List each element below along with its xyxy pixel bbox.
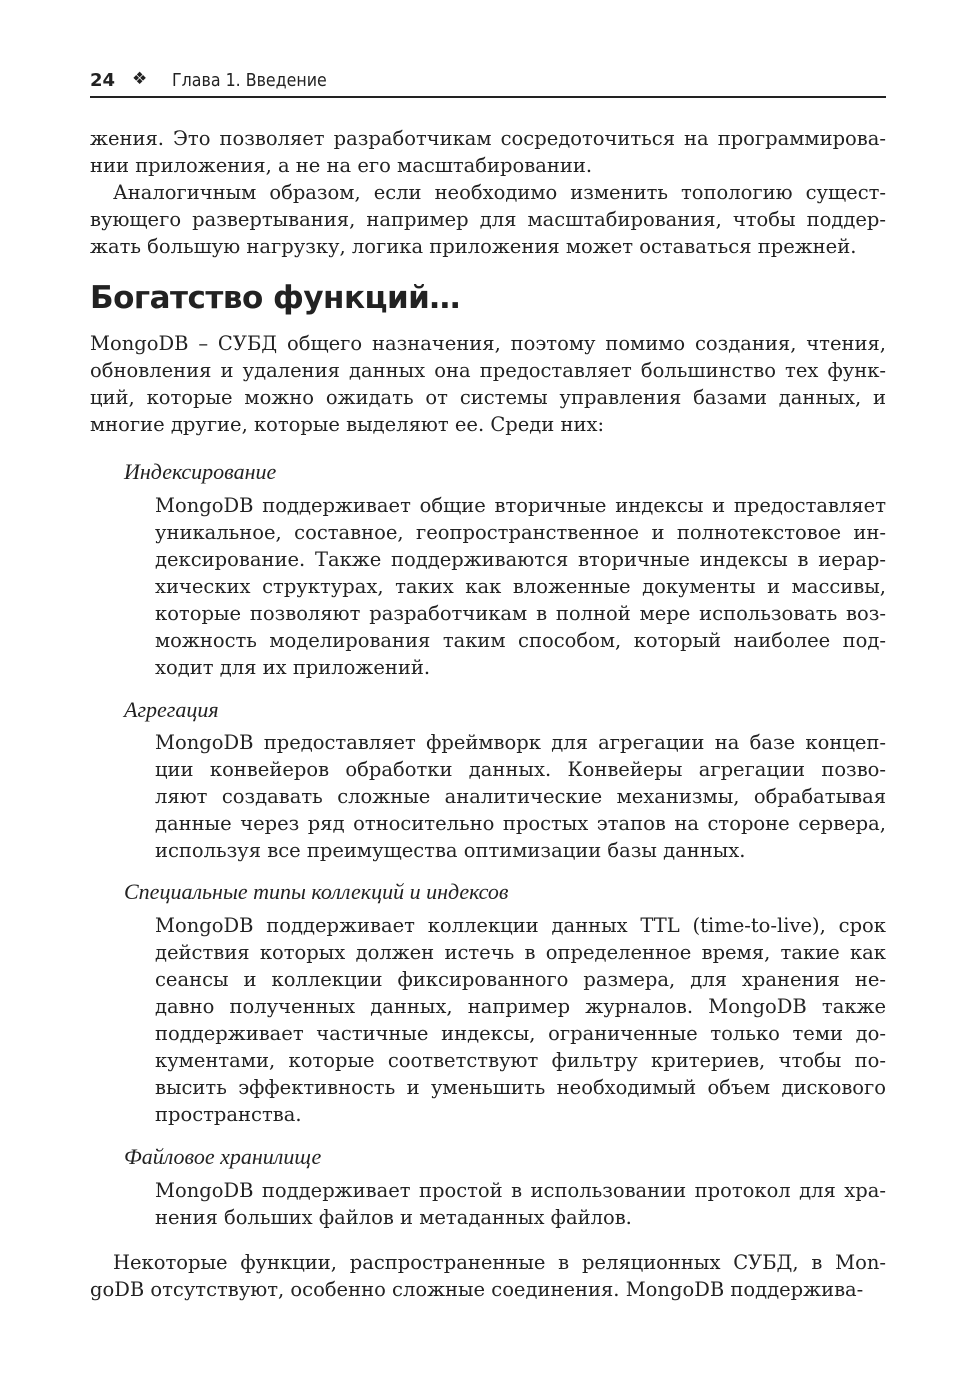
text-line: жения. Это позволяет разработчикам сосредоточиться на программирова- — [90, 127, 886, 150]
text-line: MongoDB поддерживает простой в использовании протокол для хра- — [155, 1179, 886, 1202]
text-line: высить эффективность и уменьшить необходимый объем дискового — [155, 1076, 886, 1099]
header-rule — [90, 96, 886, 98]
text-line: хических структурах, таких как вложенные документы и массивы, — [155, 575, 886, 598]
page-number: 24 — [90, 70, 116, 91]
text-line: данные через ряд относительно простых этапов на стороне сервера, — [155, 812, 886, 835]
text-line: дексирование. Также поддерживаются вторичные индексы в иерар- — [155, 548, 886, 571]
text-line: ции конвейеров обработки данных. Конвейеры агрегации позво- — [155, 758, 886, 781]
text-line: действия которых должен истечь в определенное время, такие как — [155, 941, 886, 964]
text-line: MongoDB поддерживает общие вторичные индексы и предоставляет — [155, 494, 886, 517]
text-line: ходит для их приложений. — [155, 656, 431, 679]
section-heading: Богатство функций… — [90, 280, 460, 316]
running-header — [90, 70, 886, 96]
text-line: goDB отсутствуют, особенно сложные соединения. MongoDB поддержива- — [90, 1278, 864, 1301]
text-line: можность моделирования таким способом, который наиболее под- — [155, 629, 886, 652]
text-line: вующего развертывания, например для масштабирования, чтобы поддер- — [90, 208, 886, 231]
text-line: ций, которые можно ожидать от системы управления базами данных, и — [90, 386, 886, 409]
text-line: жать большую нагрузку, логика приложения может оставаться прежней. — [90, 235, 857, 258]
text-line: MongoDB поддерживает коллекции данных TTL (time-to-live), срок — [155, 914, 886, 937]
text-line: пространства. — [155, 1103, 302, 1126]
text-line: используя все преимущества оптимизации базы данных. — [155, 839, 746, 862]
text-line: MongoDB предоставляет фреймворк для агрегации на базе концеп- — [155, 731, 886, 754]
text-line: кументами, которые соответствуют фильтру критериев, чтобы по- — [155, 1049, 886, 1072]
text-line: давно полученных данных, например журналов. MongoDB также — [155, 995, 886, 1018]
text-line: Аналогичным образом, если необходимо изменить топологию сущест- — [113, 181, 886, 204]
definition-term: Индексирование — [124, 459, 277, 484]
definition-term: Файловое хранилище — [124, 1144, 322, 1169]
text-line: многие другие, которые выделяют ее. Среди них: — [90, 413, 605, 436]
text-line: нии приложения, а не на его масштабировании. — [90, 154, 593, 177]
text-line: нения больших файлов и метаданных файлов. — [155, 1206, 632, 1229]
text-line: ляют создавать сложные аналитические механизмы, обрабатывая — [155, 785, 886, 808]
text-line: поддерживает частичные индексы, ограниченные только теми до- — [155, 1022, 886, 1045]
ornament-icon: ❖ — [132, 69, 148, 89]
definition-term: Специальные типы коллекций и индексов — [124, 879, 509, 904]
text-line: уникальное, составное, геопространственное и полнотекстовое ин- — [155, 521, 886, 544]
text-line: которые позволяют разработчикам в полной мере использовать воз- — [155, 602, 886, 625]
text-line: сеансы и коллекции фиксированного размера, для хранения не- — [155, 968, 886, 991]
chapter-title: Глава 1. Введение — [172, 70, 327, 91]
definition-term: Агрегация — [124, 697, 219, 722]
text-line: MongoDB – СУБД общего назначения, поэтому помимо создания, чтения, — [90, 332, 886, 355]
text-line: Некоторые функции, распространенные в реляционных СУБД, в Mon- — [113, 1251, 886, 1274]
text-line: обновления и удаления данных она предоставляет большинство тех функ- — [90, 359, 886, 382]
